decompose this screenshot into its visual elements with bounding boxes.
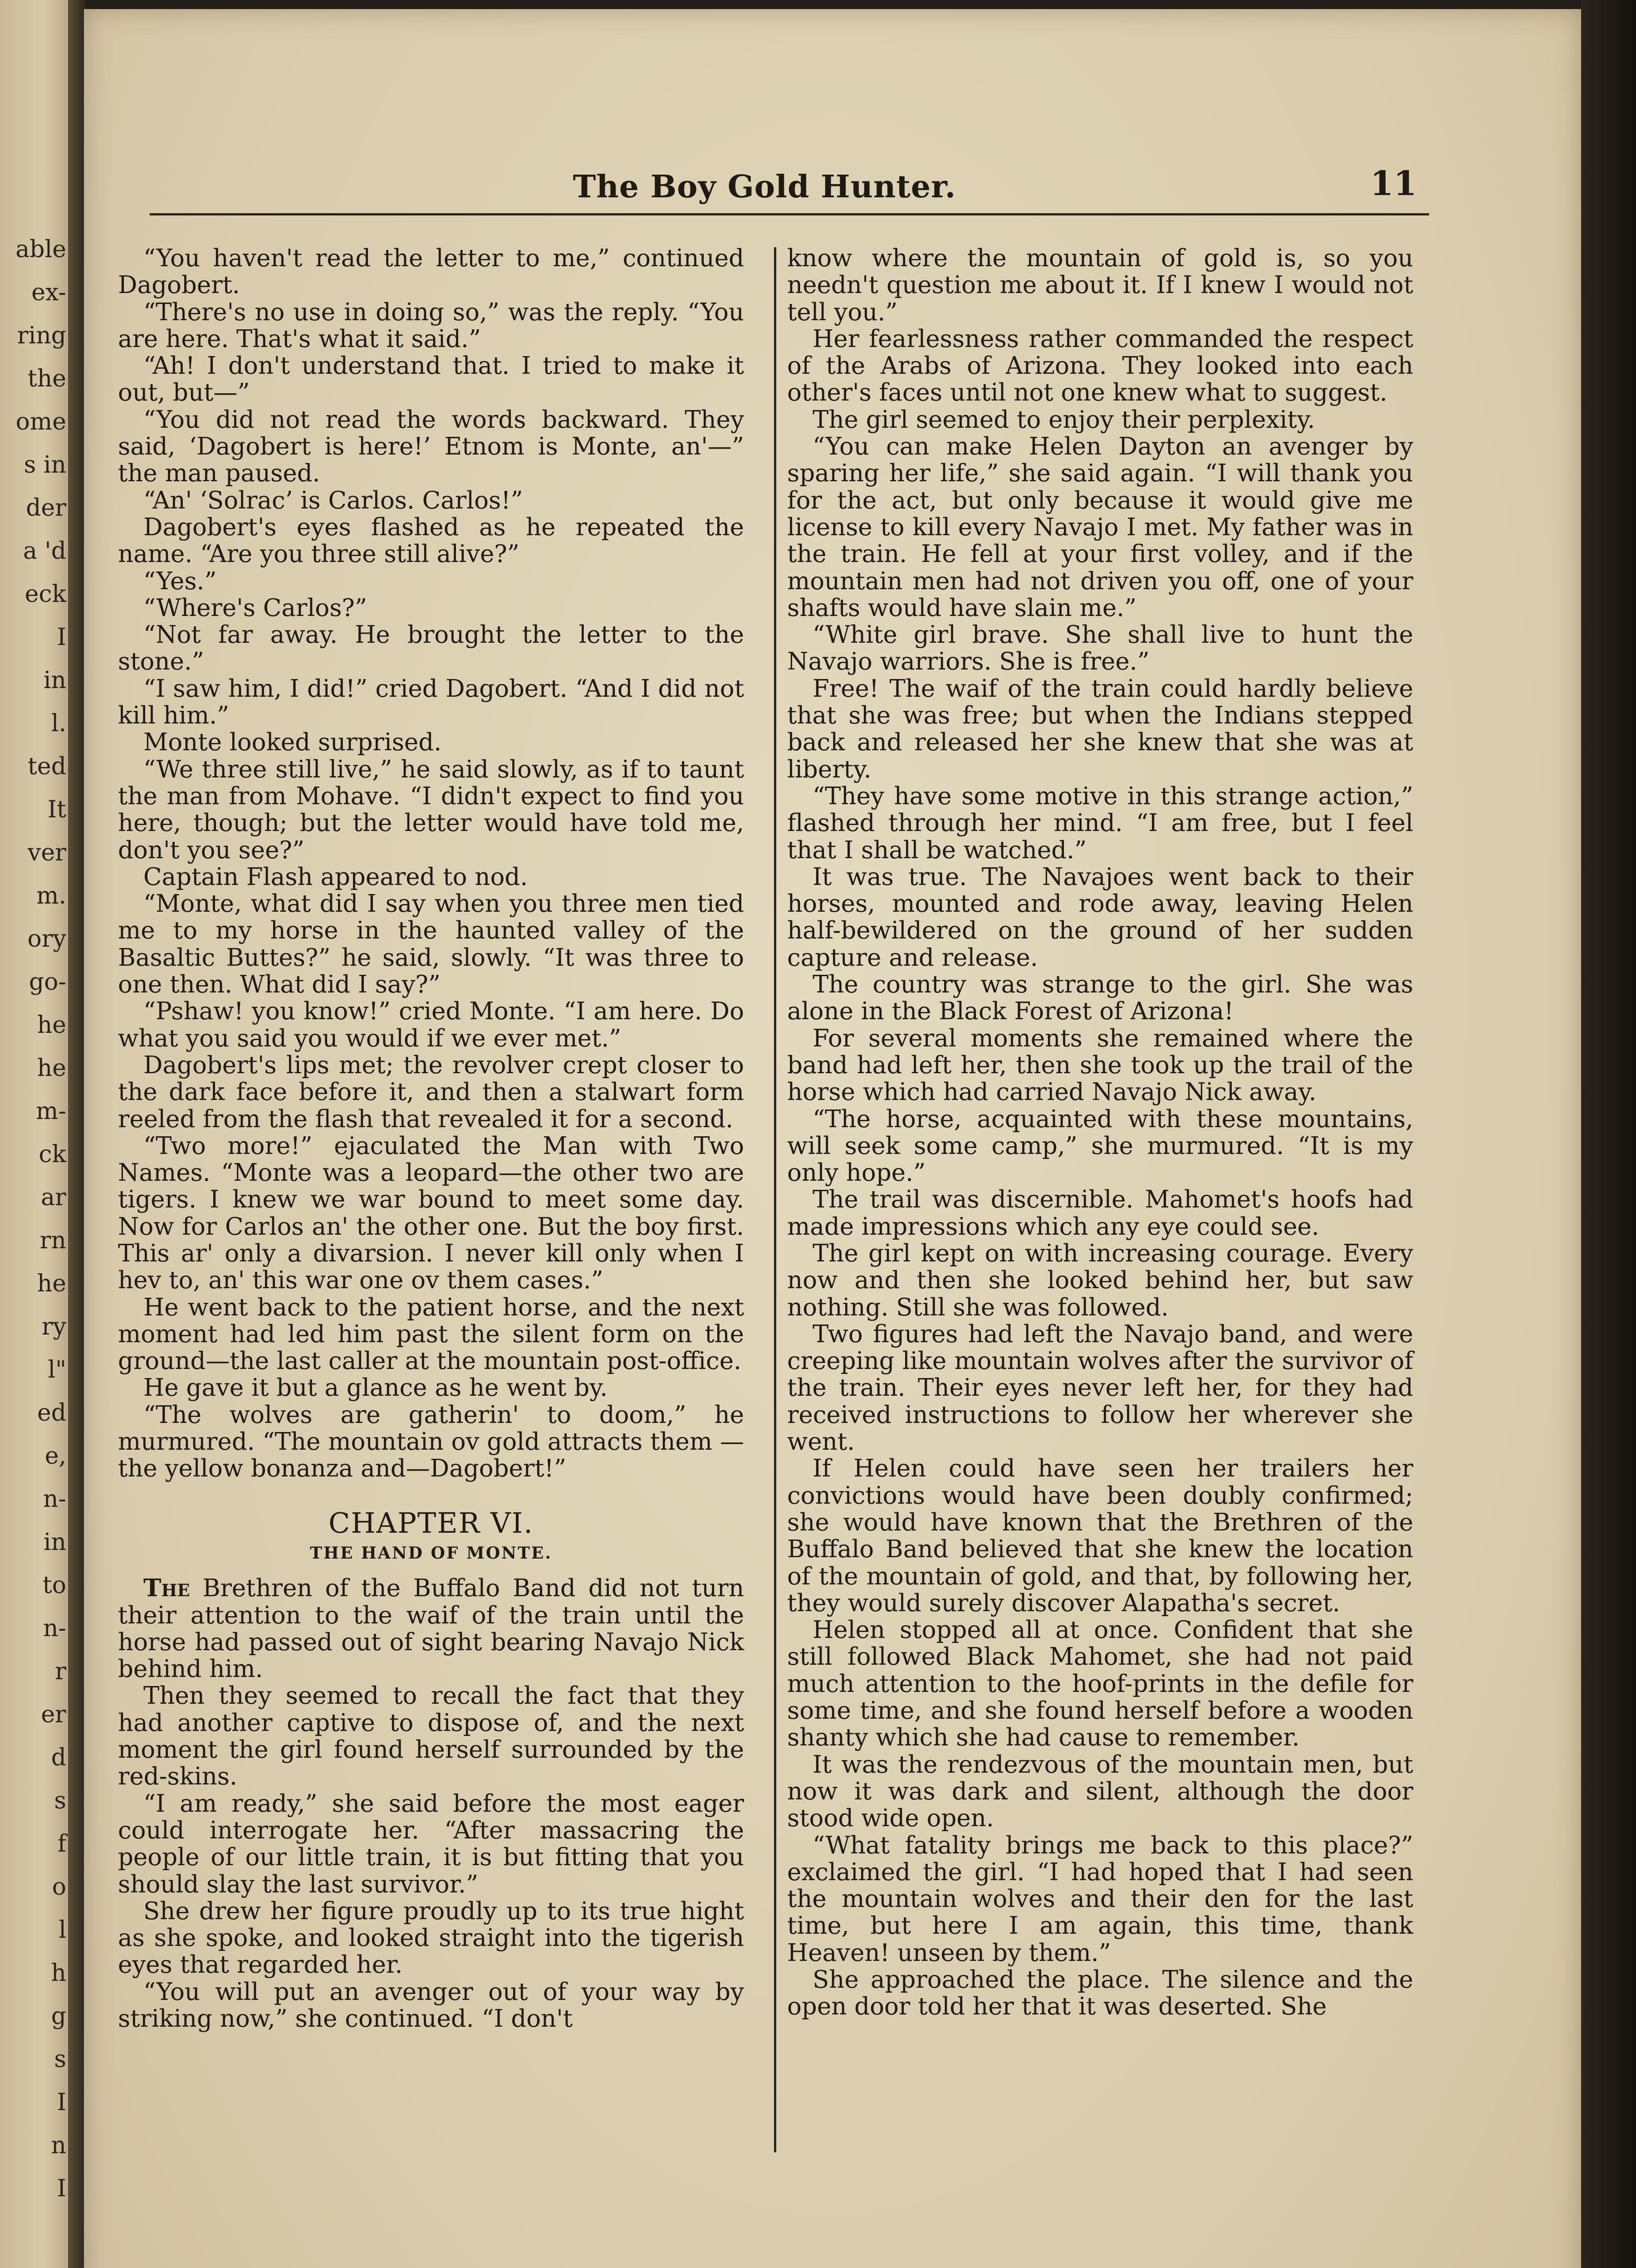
chapter-heading: CHAPTER VI. (328, 1506, 534, 1540)
adjoining-page-fragment: l. (51, 710, 66, 737)
adjoining-page-fragment: ed (37, 1399, 66, 1427)
chapter-opening-paragraph (118, 1575, 744, 1682)
paragraph: “Pshaw! you know!” cried Monte. “I am here. Do what you said you would if we ever met.” (118, 997, 744, 1052)
page-number: 11 (1370, 164, 1417, 203)
right-text-column (787, 245, 1413, 2020)
adjoining-page-fragment: he (37, 1012, 66, 1039)
adjoining-page-fragment: ted (28, 753, 66, 780)
adjoining-page-fragment: m- (36, 1098, 66, 1125)
adjoining-page-fragment: eck (24, 581, 66, 608)
paragraph: For several moments she remained where the band had left her, then she took up the trail of the horse which had carried Navajo Nick away. (787, 1024, 1413, 1106)
running-header-title: The Boy Gold Hunter. (573, 169, 956, 205)
paragraph: Dagobert's lips met; the revolver crept closer to the dark face before it, and then a stalwart form reeled from the flash that revealed it for a second. (118, 1051, 744, 1133)
adjoining-page-fragment: d (51, 1744, 66, 1771)
paragraph-continued: know where the mountain of gold is, so you needn't question me about it. If I knew I would not tell you.” (787, 244, 1413, 326)
paragraph: Free! The waif of the train could hardly believe that she was free; but when the Indians stepped back and released her she knew that she was at liberty. (787, 675, 1413, 783)
adjoining-page-fragment: n- (43, 1615, 66, 1642)
paragraph: “Ah! I don't understand that. I tried to make it out, but—” (118, 352, 744, 407)
paragraph: If Helen could have seen her trailers her convictions would have been doubly confirmed; she would have known that the Brethren of the Buffalo Band believed that she knew the location of the mountain of gold, and that, by following her, they would surely discover Alapatha's secret. (787, 1455, 1413, 1617)
paragraph: The trail was discernible. Mahomet's hoofs had made impressions which any eye could see. (787, 1186, 1413, 1241)
paragraph: “I saw him, I did!” cried Dagobert. “And I did not kill him.” (118, 675, 744, 730)
adjoining-page-fragment: ver (27, 839, 66, 866)
adjoining-page-fragment: f (57, 1830, 66, 1857)
adjoining-page-fragment: l (59, 1916, 66, 1944)
paragraph: “The horse, acquainted with these mountains, will seek some camp,” she murmured. “It is my only hope.” (787, 1105, 1413, 1187)
adjoining-page-fragment: s in (24, 451, 66, 479)
header-rule (150, 213, 1429, 215)
adjoining-page-fragment: ring (17, 322, 66, 349)
adjoining-page-fragment: der (26, 494, 66, 522)
adjoining-page-fragment: in (43, 1529, 66, 1556)
adjoining-page-fragment: to (42, 1572, 66, 1599)
chapter-first-paragraph-text: Brethren of the Buffalo Band did not turn their attention to the waif of the train until the horse had passed out of sight bearing Navajo Nick behind him. (118, 1574, 744, 1683)
paragraph: He went back to the patient horse, and the next moment had led him past the silent form on the ground—the last caller at the mountain post-office. (118, 1293, 744, 1375)
adjoining-page-fragment: m. (36, 882, 66, 909)
paragraph: It was the rendezvous of the mountain men, but now it was dark and silent, although the door stood wide open. (787, 1750, 1413, 1833)
adjoining-page-fragment: l" (48, 1356, 66, 1383)
paragraph: “You did not read the words backward. They said, ‘Dagobert is here!’ Etnom is Monte, an'—” the man paused. (118, 406, 744, 488)
paragraph: “Two more!” ejaculated the Man with Two Names. “Monte was a leopard—the other two are tigers. I knew we war bound to meet some day. Now for Carlos an' the other one. But the boy first. This ar' only a divarsion. I never kill only when I hev to, an' this war one ov them cases.” (118, 1132, 744, 1295)
paragraph: She drew her figure proudly up to its true hight as she spoke, and looked straight into the tigerish eyes that regarded her. (118, 1897, 744, 1979)
paragraph: The country was strange to the girl. She was alone in the Black Forest of Arizona! (787, 971, 1413, 1026)
paragraph: “I am ready,” she said before the most eager could interrogate her. “After massacring the people of our little train, it is but fitting that you should slay the last survivor.” (118, 1789, 744, 1898)
adjoining-page-strip (0, 0, 73, 2268)
paragraph: “They have some motive in this strange action,” flashed through her mind. “I am free, but I feel that I shall be watched.” (787, 782, 1413, 864)
paragraph: She approached the place. The silence and the open door told her that it was deserted. She (787, 1966, 1413, 2021)
adjoining-page-fragment: go- (29, 968, 66, 996)
adjoining-page-fragment: ar (41, 1184, 66, 1211)
adjoining-page-fragment: e, (44, 1442, 66, 1470)
adjoining-page-fragment: s (54, 2046, 66, 2073)
book-spine-shadow (68, 0, 86, 2268)
paragraph: It was true. The Navajoes went back to their horses, mounted and rode away, leaving Helen half-bewildered on the ground of her sudden capture and release. (787, 863, 1413, 972)
adjoining-page-fragment: the (27, 365, 66, 392)
paragraph: Captain Flash appeared to nod. (143, 863, 528, 891)
adjoining-page-fragment: able (15, 236, 66, 263)
adjoining-page-fragment: a 'd (23, 538, 66, 565)
paragraph: “Not far away. He brought the letter to the stone.” (118, 621, 744, 676)
paragraph: “White girl brave. She shall live to hunt the Navajo warriors. She is free.” (787, 621, 1413, 676)
paragraph: Helen stopped all at once. Confident that she still followed Black Mahomet, she had not paid much attention to the hoof-prints in the defile for some time, and she found herself before a wooden shanty which she had cause to remember. (787, 1616, 1413, 1752)
adjoining-page-fragment: h (51, 1960, 66, 1987)
paragraph: “An' ‘Solrac’ is Carlos. Carlos!” (143, 486, 523, 514)
adjoining-page-fragment: in (43, 667, 66, 694)
adjoining-page-fragment: I (57, 2089, 66, 2116)
paragraph: Monte looked surprised. (143, 728, 442, 757)
adjoining-page-fragment: I (57, 2175, 66, 2202)
paragraph: “You haven't read the letter to me,” continued Dagobert. (118, 244, 744, 299)
adjoining-page-fragment: I (57, 624, 66, 651)
adjoining-page-fragment: ome (15, 408, 66, 435)
paragraph: “We three still live,” he said slowly, as if to taunt the man from Mohave. “I didn't expect to find you here, though; but the letter would have told me, don't you see?” (118, 755, 744, 864)
paragraph: The girl seemed to enjoy their perplexity. (813, 406, 1315, 434)
paragraph: The girl kept on with increasing courage. Every now and then she looked behind her, but saw nothing. Still she was followed. (787, 1239, 1413, 1321)
adjoining-page-fragment: g (51, 2003, 66, 2030)
adjoining-page-fragment: he (37, 1270, 66, 1297)
chapter-subheading: THE HAND OF MONTE. (310, 1543, 552, 1563)
paragraph: “Monte, what did I say when you three men tied me to my horse in the haunted valley of the Basaltic Buttes?” he said, slowly. “It was three to one then. What did I say?” (118, 890, 744, 999)
paragraph: “The wolves are gatherin' to doom,” he murmured. “The mountain ov gold attracts them —the yellow bonanza and—Dagobert!” (118, 1401, 744, 1483)
paragraph: “There's no use in doing so,” was the reply. “You are here. That's what it said.” (118, 298, 744, 353)
adjoining-page-fragment: ry (41, 1313, 66, 1340)
paragraph: Her fearlessness rather commanded the respect of the Arabs of Arizona. They looked into each other's faces until not one knew what to suggest. (787, 325, 1413, 407)
adjoining-page-fragment: ck (39, 1141, 66, 1168)
paragraph: He gave it but a glance as he went by. (143, 1374, 608, 1402)
adjoining-page-fragment: he (37, 1055, 66, 1082)
paragraph: “Where's Carlos?” (143, 594, 367, 622)
adjoining-page-fragment: rn (39, 1227, 66, 1254)
paragraph: “What fatality brings me back to this place?” exclaimed the girl. “I had hoped that I had seen the mountain wolves and their den for the last time, but here I am again, this time, thank Heaven! unseen by them.” (787, 1831, 1413, 1967)
paragraph: Dagobert's eyes flashed as he repeated the name. “Are you three still alive?” (118, 513, 744, 568)
adjoining-page-fragment: s (54, 1787, 66, 1814)
adjoining-page-fragment: n- (43, 1486, 66, 1513)
paragraph: Then they seemed to recall the fact that they had another captive to dispose of, and the next moment the girl found herself surrounded by the red-skins. (118, 1682, 744, 1791)
paragraph: “You can make Helen Dayton an avenger by sparing her life,” she said again. “I will thank you for the act, but only because it would give me license to kill every Navajo I met. My father was in the train. He fell at your first volley, and if the mountain men had not driven you off, one of your shafts would have slain me.” (787, 433, 1413, 622)
adjoining-page-fragment: o (52, 1873, 66, 1901)
adjoining-page-fragment: er (41, 1701, 66, 1728)
chapter-first-word: The (143, 1574, 190, 1603)
adjoining-page-fragment: It (47, 796, 66, 823)
column-divider (774, 247, 776, 2152)
paragraph: “You will put an avenger out of your way by striking now,” she continued. “I don't (118, 1978, 744, 2033)
left-text-column (118, 245, 744, 2032)
adjoining-page-fragment: ory (27, 925, 66, 953)
paragraph: “Yes.” (143, 567, 217, 595)
page-edge-shadow (1581, 0, 1636, 2268)
adjoining-page-fragment: r (55, 1658, 66, 1685)
adjoining-page-fragment: ex- (31, 279, 66, 306)
paragraph: Two figures had left the Navajo band, and were creeping like mountain wolves after the survivor of the train. Their eyes never left her, for they had received instructions to follow her wherever she went. (787, 1320, 1413, 1456)
adjoining-page-fragment: n (51, 2132, 66, 2159)
